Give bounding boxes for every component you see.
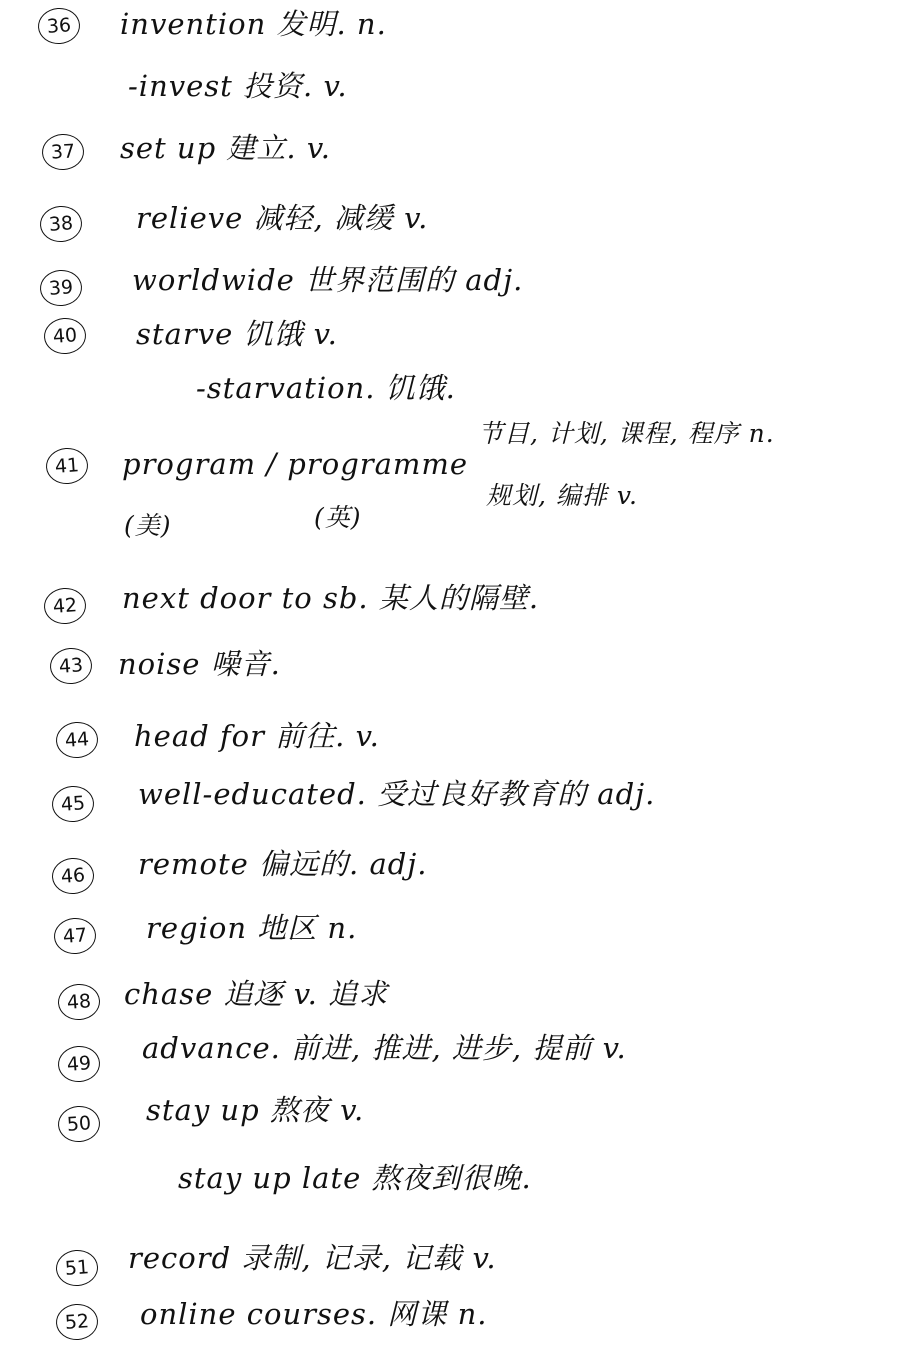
- sub-entry: -starvation. 饥饿.: [196, 371, 456, 405]
- entry-number: 47: [53, 917, 97, 956]
- entry-text: program / programme: [122, 447, 469, 481]
- sub-entry: 节目, 计划, 课程, 程序 n.: [478, 419, 775, 448]
- entry-text: starve 饥饿 v.: [136, 317, 338, 351]
- entry-number: 38: [39, 205, 83, 244]
- entry-number: 39: [39, 269, 83, 308]
- vocab-entry: [132, 262, 523, 298]
- sub-entry: 规划, 编排 v.: [486, 481, 638, 510]
- vocab-entry: [136, 200, 428, 236]
- entry-text: worldwide 世界范围的 adj.: [132, 263, 524, 297]
- entry-text: region 地区 n.: [146, 911, 358, 945]
- entry-number: 48: [57, 983, 101, 1022]
- entry-number: 45: [51, 785, 95, 824]
- entry-text: online courses. 网课 n.: [140, 1297, 488, 1331]
- entry-number: 37: [41, 133, 85, 171]
- entry-number: 40: [43, 317, 87, 356]
- vocab-entry: [138, 776, 655, 812]
- vocab-entry: [124, 976, 388, 1012]
- entry-text: next door to sb. 某人的隔壁.: [122, 581, 540, 615]
- vocab-entry: [146, 910, 357, 946]
- entry-text: chase 追逐 v. 追求: [124, 977, 389, 1011]
- vocab-entry: [134, 718, 380, 754]
- vocab-entry: [146, 1092, 364, 1128]
- vocab-entry: [122, 446, 468, 482]
- vocab-entry: [120, 130, 331, 166]
- entry-text: invention 发明. n.: [120, 7, 387, 41]
- entry-text: record 录制, 记录, 记载 v.: [128, 1241, 497, 1275]
- vocab-entry: [120, 6, 387, 42]
- entry-text: noise 噪音.: [118, 647, 281, 681]
- sub-entry: (英): [314, 503, 362, 532]
- entry-number: 44: [55, 721, 99, 760]
- vocab-entry: [142, 1030, 627, 1066]
- vocab-entry: [138, 846, 428, 882]
- entry-number: 46: [51, 857, 95, 896]
- vocab-entry: [128, 1240, 497, 1276]
- entry-number: 42: [43, 587, 87, 626]
- vocab-entry: [118, 646, 281, 682]
- entry-text: stay up 熬夜 v.: [146, 1093, 365, 1127]
- entry-text: set up 建立. v.: [120, 131, 331, 165]
- entry-number: 50: [57, 1105, 101, 1144]
- entry-number: 51: [55, 1249, 99, 1288]
- entry-text: advance. 前进, 推进, 进步, 提前 v.: [142, 1031, 627, 1065]
- entry-number: 43: [49, 647, 93, 686]
- vocab-entry: [140, 1296, 487, 1332]
- vocab-entry: [136, 316, 338, 352]
- entry-text: well-educated. 受过良好教育的 adj.: [138, 777, 656, 811]
- entry-number: 36: [37, 7, 81, 46]
- sub-entry: (美): [124, 511, 172, 540]
- sub-entry: -invest 投资. v.: [128, 69, 348, 103]
- entry-number: 49: [57, 1045, 101, 1084]
- entry-text: head for 前往. v.: [134, 719, 380, 753]
- entry-number: 41: [45, 447, 89, 486]
- vocab-entry: [122, 580, 539, 616]
- sub-entry: stay up late 熬夜到很晚.: [178, 1161, 532, 1195]
- entry-text: remote 偏远的. adj.: [138, 847, 428, 881]
- entry-text: relieve 减轻, 减缓 v.: [136, 201, 429, 235]
- entry-number: 52: [55, 1303, 99, 1342]
